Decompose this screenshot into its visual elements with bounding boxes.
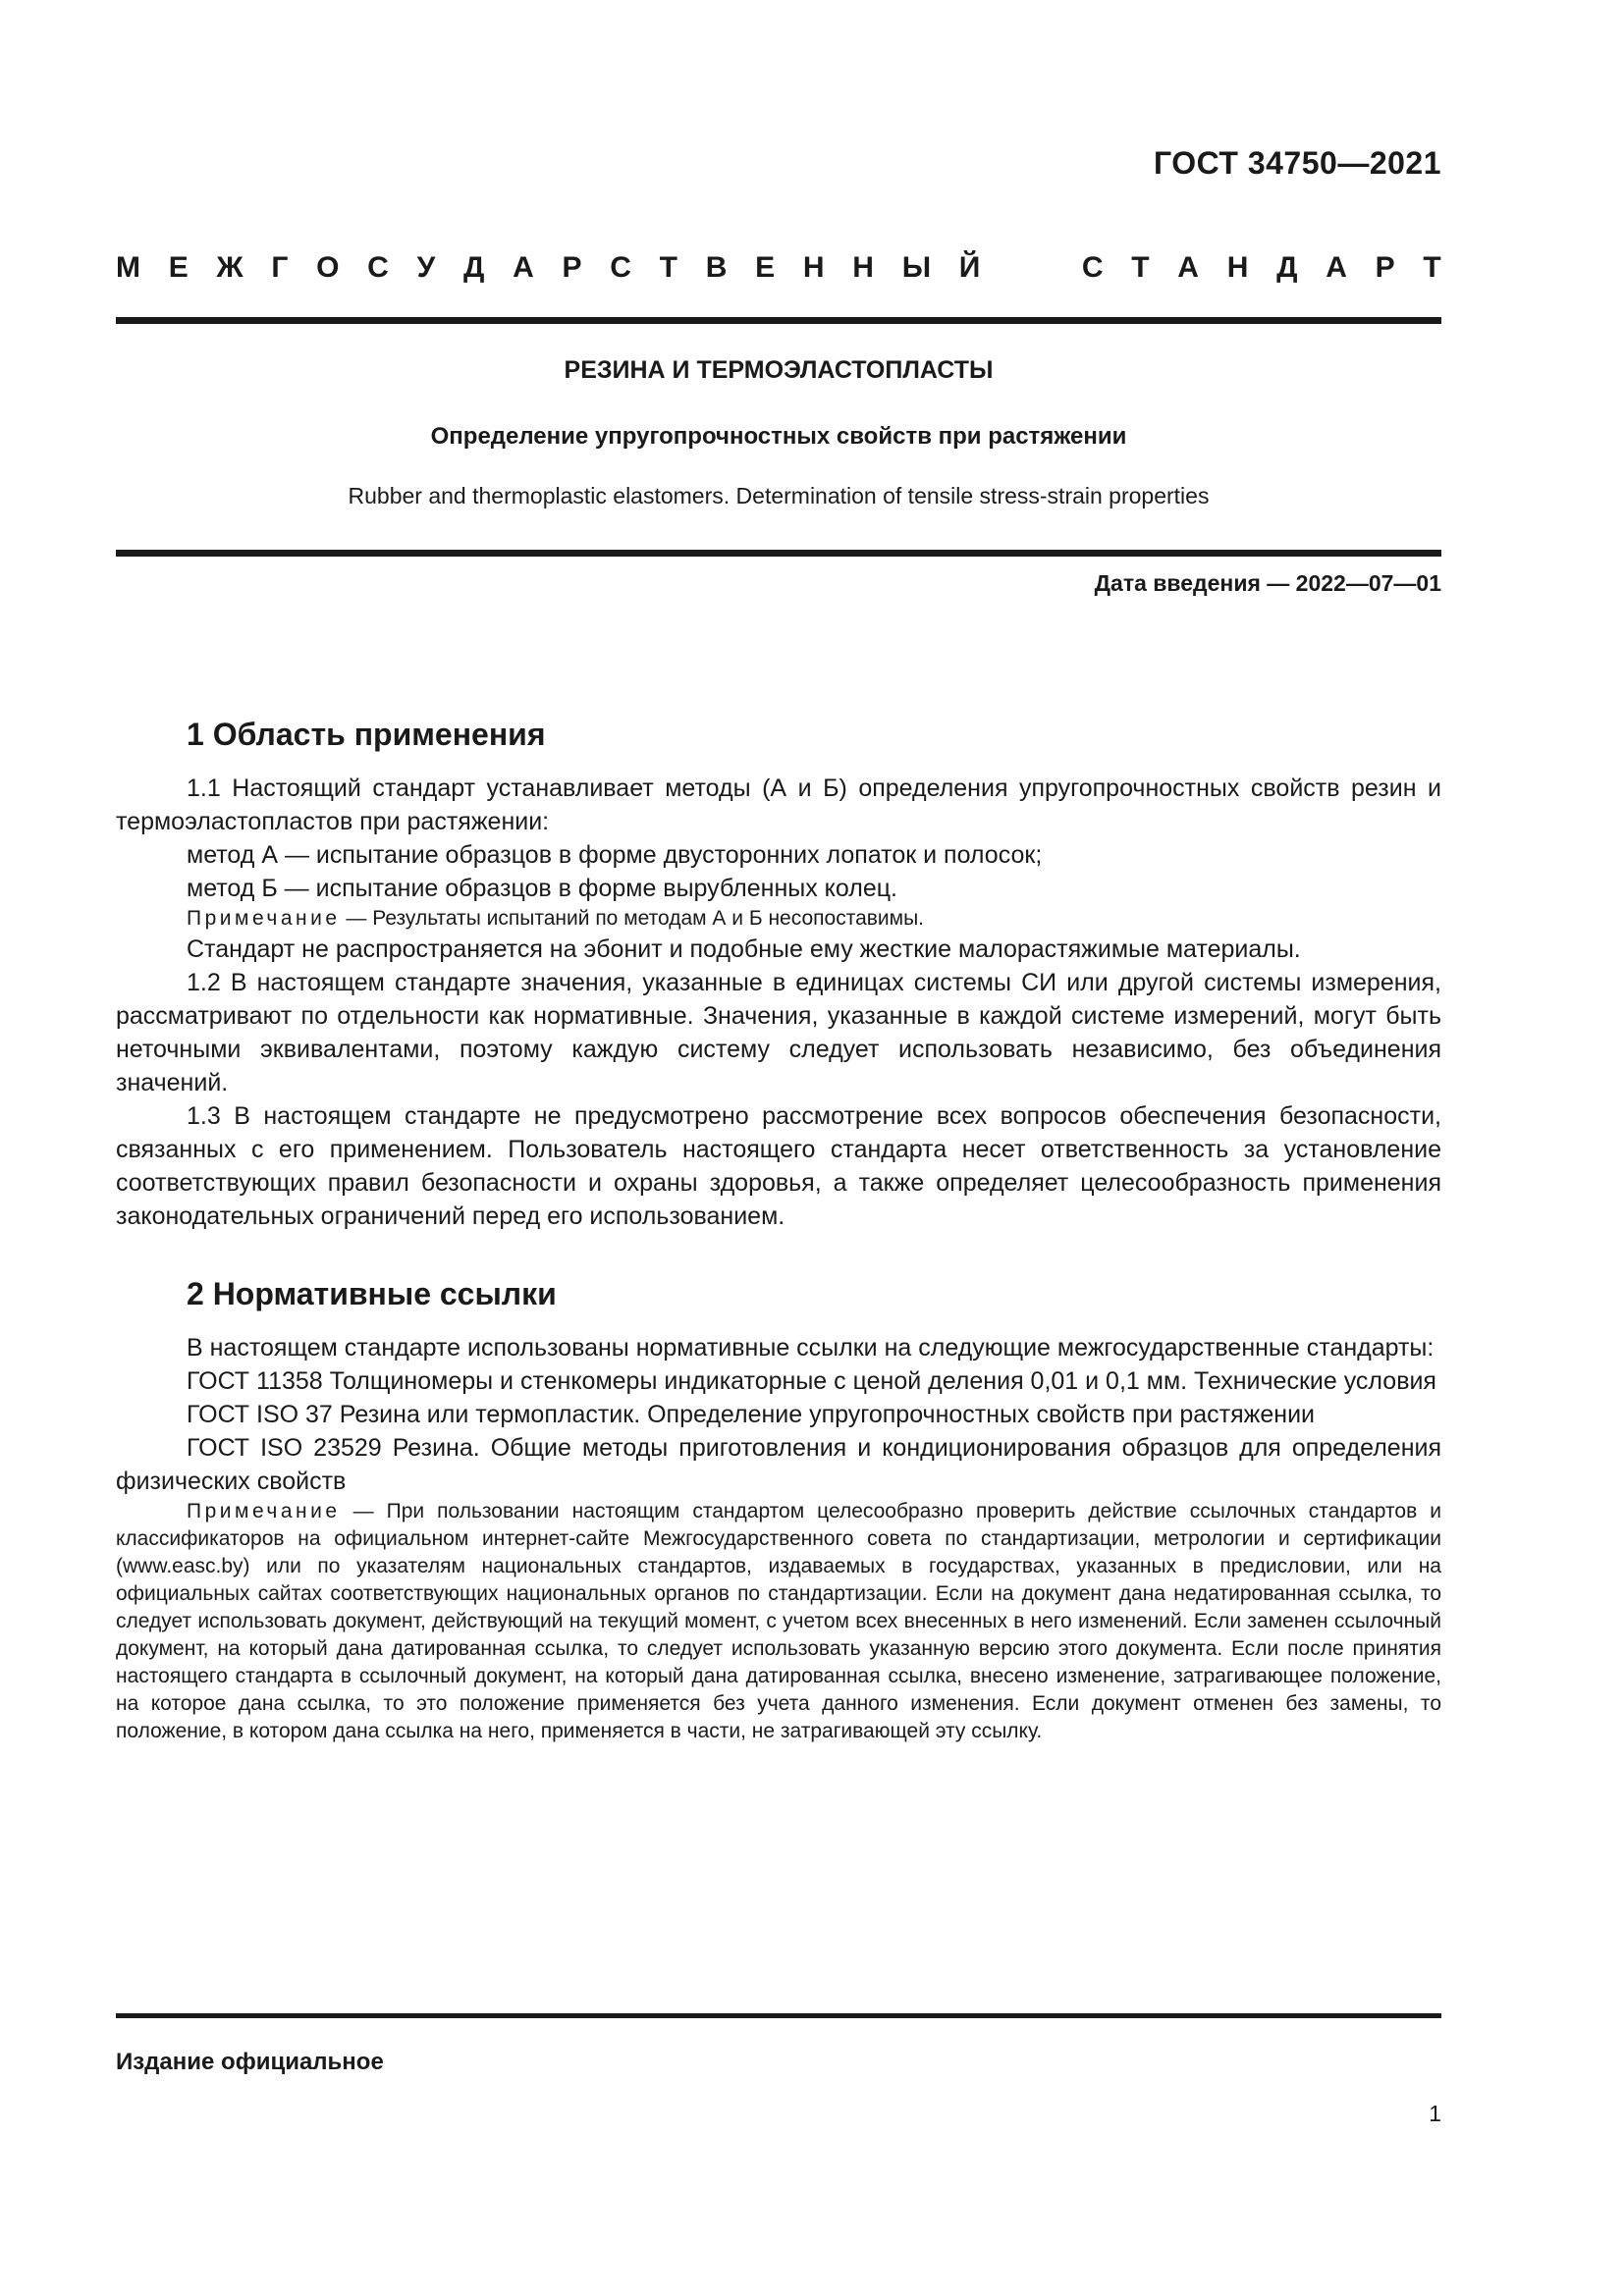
paragraph: метод А — испытание образцов в форме двусторонних лопаток и полосок; (187, 841, 1043, 869)
footer-rule (116, 2013, 1441, 2018)
banner-letter: О (316, 251, 340, 284)
document-title: РЕЗИНА И ТЕРМОЭЛАСТОПЛАСТЫ (564, 356, 994, 384)
banner-letter: Д (1276, 251, 1298, 284)
paragraph: Стандарт не распространяется на эбонит и подобные ему жесткие малорастяжимые материалы. (187, 935, 1301, 963)
header-rule (116, 317, 1441, 324)
banner-letter: Д (462, 251, 485, 284)
paragraph: 1.1 Настоящий стандарт устанавливает методы (А и Б) определения упругопрочностных свойств резин и термоэластопластов при растяжении: (116, 774, 1441, 835)
reference-item: ГОСТ ISO 23529 Резина. Общие методы приготовления и кондиционирования образцов для определения физических свойств (116, 1434, 1441, 1495)
note-label: Примечание (187, 907, 341, 930)
section-heading: 1 Область применения (187, 717, 546, 752)
note-text: — Результаты испытаний по методам А и Б несопоставимы. (340, 907, 925, 930)
document-code: ГОСТ 34750—2021 (1153, 145, 1441, 181)
banner-letter: С (367, 251, 389, 284)
banner-letter: Е (755, 251, 776, 284)
banner-letter: Н (802, 251, 825, 284)
document-body (116, 713, 1441, 1745)
banner-letter: Т (1423, 251, 1441, 284)
banner-word-gap (1008, 251, 1054, 285)
banner-letter: Т (659, 251, 677, 284)
paragraph: В настоящем стандарте использованы нормативные ссылки на следующие межгосударственные стандарты: (187, 1334, 1435, 1362)
note (116, 1498, 1441, 1745)
document-subtitle: Определение упругопрочностных свойств при растяжении (430, 423, 1127, 450)
banner-letter: Г (271, 251, 289, 284)
banner-letter: У (416, 251, 436, 284)
paragraph: метод Б — испытание образцов в форме вырубленных колец. (187, 875, 897, 902)
edition-label: Издание официальное (116, 2049, 384, 2075)
banner-letter: Й (958, 251, 981, 284)
introduction-date: Дата введения — 2022—07—01 (1094, 570, 1441, 596)
note-label: Примечание (187, 1500, 341, 1522)
banner-letter: Ж (216, 251, 244, 284)
banner-letter: Т (1131, 251, 1150, 284)
banner-letter: Ы (901, 251, 932, 284)
paragraph: 1.2 В настоящем стандарте значения, указанные в единицах системы СИ или другой системы измерения, рассматривают по отдельности как нормативные. Значения, указанные в каждой системе измерений, могут быть неточными эквивалентами, поэтому каждую систему следует использовать независимо, без объединения значений. (116, 969, 1441, 1096)
section-heading: 2 Нормативные ссылки (187, 1276, 557, 1311)
banner-letter: М (116, 251, 140, 284)
page-number: 1 (1429, 2101, 1441, 2126)
banner-letter: Н (852, 251, 874, 284)
title-rule (116, 550, 1441, 557)
note-text: — При пользовании настоящим стандартом целесообразно проверить действие ссылочных стандартов и классификаторов на официальном интернет-сайте Межгосударственного совета по стандартизации, метрологии и сертификации (www.easc.by) или по указателям национальных стандартов, издаваемых в государствах, указанных в предисловии, или на официальных сайтах соответствующих национальных органов по стандартизации. Если на документ дана недатированная ссылка, то следует использовать документ, действующий на текущий момент, с учетом всех внесенных в него изменений. Если заменен ссылочный документ, на который дана датированная ссылка, то следует использовать указанную версию этого документа. Если после принятия настоящего стандарта в ссылочный документ, на который дана датированная ссылка, внесено изменение, затрагивающее положение, на которое дана ссылка, то это положение применяется без учета данного изменения. Если документ отменен без замены, то положение, в котором дана ссылка на него, применяется в части, не затрагивающей эту ссылку. (116, 1500, 1441, 1742)
banner-letter: С (610, 251, 631, 284)
banner-letter: Р (1375, 251, 1395, 284)
standard-banner (116, 251, 1441, 285)
banner-letter: А (513, 251, 534, 284)
banner-letter: А (1177, 251, 1199, 284)
note (116, 905, 1441, 933)
banner-letter: В (705, 251, 728, 284)
paragraph: 1.3 В настоящем стандарте не предусмотрено рассмотрение всех вопросов обеспечения безопасности, связанных с его применением. Пользователь настоящего стандарта несет ответственность за установление соответствующих правил безопасности и охраны здоровья, а также определяет целесообразность применения законодательных ограничений перед его использованием. (116, 1102, 1441, 1230)
banner-letter: Е (168, 251, 189, 284)
banner-letter: А (1326, 251, 1347, 284)
banner-letter: Н (1226, 251, 1249, 284)
banner-letter: С (1081, 251, 1104, 284)
banner-letter: Р (562, 251, 582, 284)
english-title: Rubber and thermoplastic elastomers. Determination of tensile stress-strain properties (348, 483, 1210, 508)
reference-item: ГОСТ ISO 37 Резина или термопластик. Определение упругопрочностных свойств при растяжении (187, 1401, 1316, 1428)
reference-item: ГОСТ 11358 Толщиномеры и стенкомеры индикаторные с ценой деления 0,01 и 0,1 мм. Технические условия (187, 1367, 1436, 1395)
